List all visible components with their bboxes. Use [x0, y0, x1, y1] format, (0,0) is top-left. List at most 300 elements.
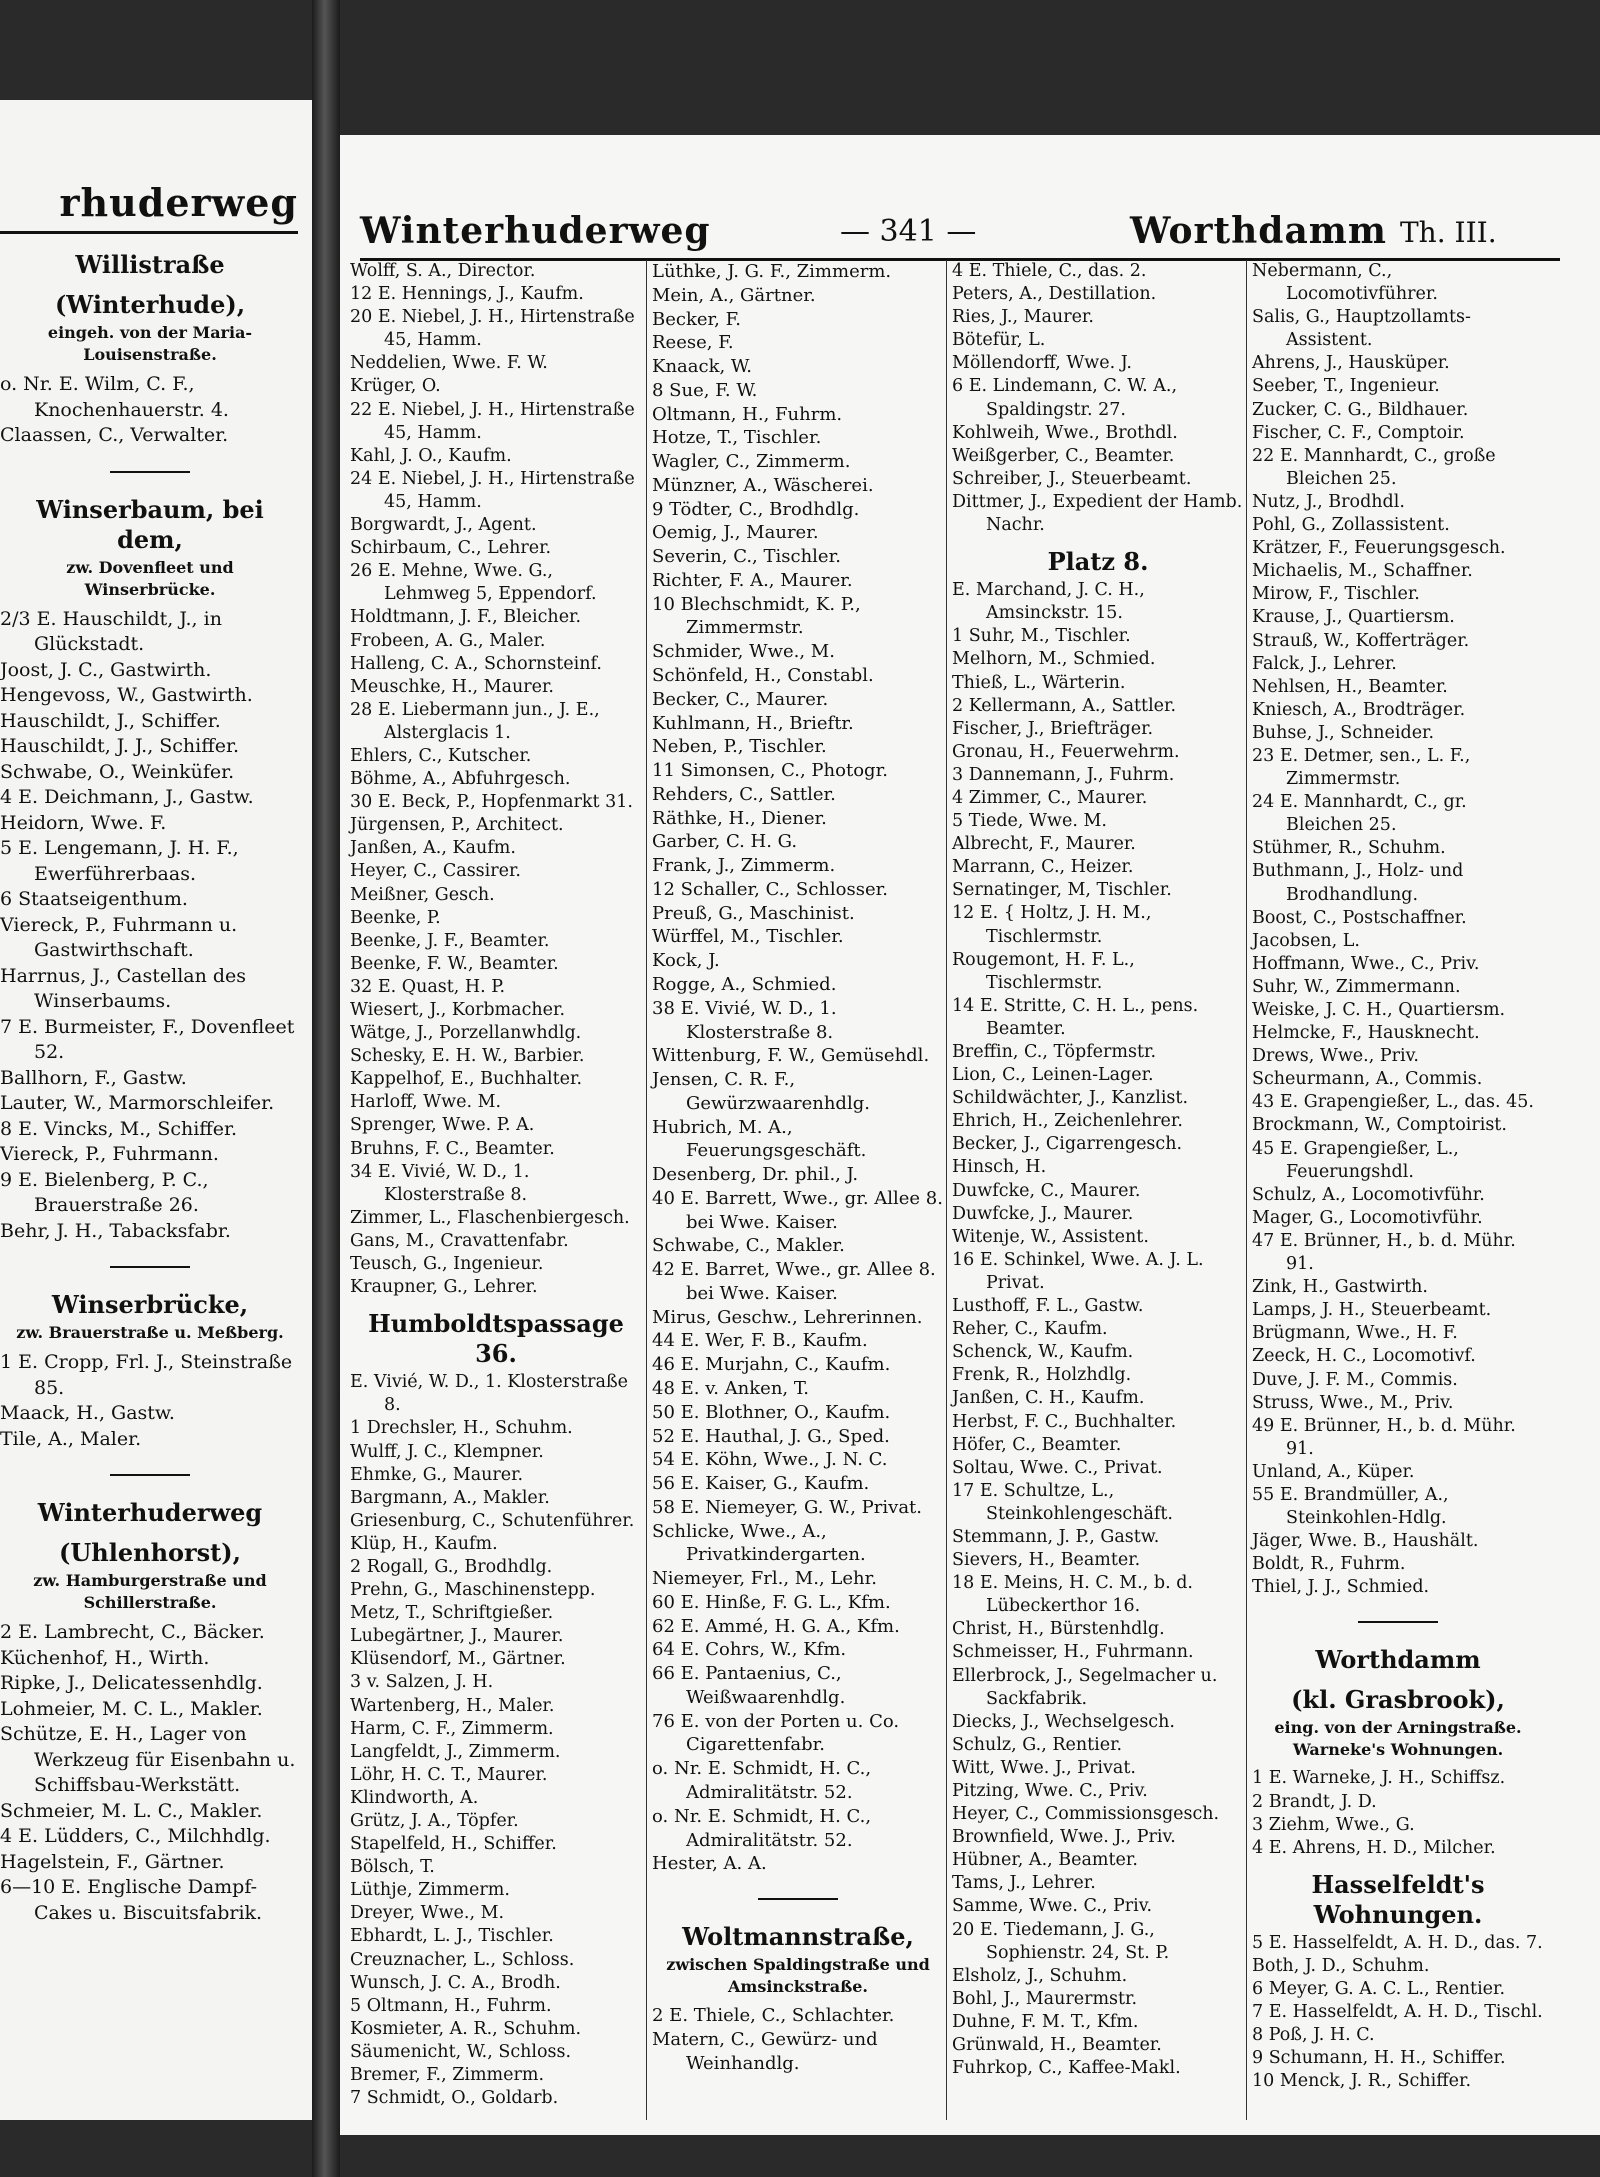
directory-entry: 43 E. Grapengießer, L., das. 45.: [1252, 1092, 1534, 1113]
directory-entry: Fischer, C. F., Comptoir.: [1252, 422, 1465, 443]
directory-entry: Thiel, J. J., Schmied.: [1252, 1577, 1430, 1598]
directory-entry: Struss, Wwe., M., Priv.: [1252, 1392, 1454, 1413]
directory-entry: Diecks, J., Wechselgesch.: [952, 1711, 1175, 1732]
street-heading: Woltmannstraße,: [682, 1922, 914, 1952]
directory-entry: 9 E. Bielenberg, P. C., Brauerstraße 26.: [0, 1168, 209, 1216]
directory-entry: Münzner, A., Wäscherei.: [652, 474, 874, 496]
column-divider: [646, 260, 647, 2120]
directory-entry: Becker, F.: [652, 308, 741, 330]
directory-entry: Fischer, J., Briefträger.: [952, 718, 1154, 739]
directory-entry: 20 E. Niebel, J. H., Hirtenstraße 45, Hamm.: [350, 307, 635, 351]
directory-entry: Ehmke, G., Maurer.: [350, 1464, 524, 1485]
section-rule: [110, 1474, 190, 1476]
directory-entry: 26 E. Mehne, Wwe. G., Lehmweg 5, Eppendorf.: [350, 561, 597, 605]
directory-entry: Küchenhof, H., Wirth.: [0, 1646, 210, 1669]
directory-entry: Fuhrkop, C., Kaffee-Makl.: [952, 2058, 1181, 2079]
directory-entry: 24 E. Niebel, J. H., Hirtenstraße 45, Hamm.: [350, 468, 635, 512]
directory-entry: Säumenicht, W., Schloss.: [350, 2041, 572, 2062]
directory-entry: Mirow, F., Tischler.: [1252, 584, 1420, 605]
directory-entry: Rougemont, H. F. L., Tischlermstr.: [952, 949, 1135, 993]
directory-entry: 62 E. Ammé, H. G. A., Kfm.: [652, 1615, 900, 1637]
directory-entry: Viereck, P., Fuhrmann u. Gastwirthschaft.: [0, 913, 238, 961]
directory-entry: Metz, T., Schriftgießer.: [350, 1603, 554, 1624]
directory-entry: Kohlweih, Wwe., Brothdl.: [952, 422, 1178, 443]
left-page-header: rhuderweg: [0, 180, 298, 234]
directory-entry: E. Marchand, J. C. H., Amsinckstr. 15.: [952, 580, 1145, 624]
directory-entry: Heyer, C., Cassirer.: [350, 861, 521, 882]
directory-entry: Breffin, C., Töpfermstr.: [952, 1042, 1157, 1062]
directory-entry: Kraupner, G., Lehrer.: [350, 1277, 538, 1298]
directory-entry: Buthmann, J., Holz- und Brodhandlung.: [1252, 861, 1464, 905]
directory-entry: Elsholz, J., Schuhm.: [952, 1965, 1128, 1986]
directory-entry: o. Nr. E. Wilm, C. F., Knochenhauerstr. 4.: [0, 373, 229, 421]
directory-entry: Hübner, A., Beamter.: [952, 1850, 1138, 1871]
directory-entry: 12 Schaller, C., Schlosser.: [652, 878, 888, 900]
directory-entry: Witenje, W., Assistent.: [952, 1226, 1149, 1247]
directory-entry: Heyer, C., Commissionsgesch.: [952, 1804, 1220, 1825]
directory-entry: Viereck, P., Fuhrmann.: [0, 1143, 219, 1165]
directory-entry: Neddelien, Wwe. F. W.: [350, 353, 548, 374]
street-heading: Winserbaum, bei dem,: [36, 494, 264, 554]
directory-entry: Kuhlmann, H., Brieftr.: [652, 712, 854, 734]
directory-entry: 42 E. Barret, Wwe., gr. Allee 8. bei Wwe. Kaiser.: [652, 1259, 936, 1304]
directory-entry: Creuznacher, L., Schloss.: [350, 1949, 575, 1970]
directory-entry: Kosmieter, A. R., Schuhm.: [350, 2018, 582, 2039]
directory-entry: 7 E. Burmeister, F., Dovenfleet 52.: [0, 1015, 295, 1063]
directory-entry: Wätge, J., Porzellanwhdlg.: [350, 1023, 582, 1044]
directory-column-3: [952, 260, 1244, 2080]
street-heading: Winserbrücke,: [51, 1290, 249, 1319]
directory-entry: Severin, C., Tischler.: [652, 546, 841, 568]
directory-entry: Niemeyer, Frl., M., Lehr.: [652, 1568, 877, 1590]
directory-entry: Buhse, J., Schneider.: [1252, 722, 1435, 743]
directory-entry: Albrecht, F., Maurer.: [952, 834, 1136, 855]
directory-entry: Klüp, H., Kaufm.: [350, 1533, 498, 1554]
directory-entry: Wolff, S. A., Director.: [350, 261, 536, 281]
directory-entry: 14 E. Stritte, C. H. L., pens. Beamter.: [952, 995, 1199, 1039]
directory-entry: Schlicke, Wwe., A., Privatkindergarten.: [652, 1520, 866, 1566]
directory-entry: Samme, Wwe. C., Priv.: [952, 1896, 1153, 1917]
directory-entry: Oltmann, H., Fuhrm.: [652, 403, 843, 425]
directory-entry: Schmider, Wwe., M.: [652, 641, 835, 663]
directory-entry: Griesenburg, C., Schutenführer.: [350, 1510, 635, 1531]
directory-entry: 1 E. Cropp, Frl. J., Steinstraße 85.: [0, 1351, 293, 1399]
header-street-left: Winterhuderweg: [360, 210, 711, 252]
directory-entry: Peters, A., Destillation.: [952, 284, 1157, 305]
directory-entry: Oemig, J., Maurer.: [652, 522, 819, 544]
directory-entry: Hagelstein, F., Gärtner.: [0, 1850, 225, 1873]
directory-entry: Gronau, H., Feuerwehrm.: [952, 741, 1180, 762]
directory-entry: 5 E. Hasselfeldt, A. H. D., das. 7.: [1252, 1932, 1543, 1953]
directory-entry: Gans, M., Cravattenfabr.: [350, 1230, 569, 1251]
directory-entry: Strauß, W., Kofferträger.: [1252, 630, 1470, 651]
directory-entry: 3 v. Salzen, J. H.: [350, 1672, 494, 1693]
directory-entry: Reher, C., Kaufm.: [952, 1319, 1108, 1340]
directory-entry: 8 E. Vincks, M., Schiffer.: [0, 1117, 238, 1140]
directory-entry: 5 Oltmann, H., Fuhrm.: [350, 1995, 552, 2016]
directory-entry: 4 E. Ahrens, H. D., Milcher.: [1252, 1837, 1496, 1858]
directory-entry: 24 E. Mannhardt, C., gr. Bleichen 25.: [1252, 792, 1467, 836]
directory-entry: Stemmann, J. P., Gastw.: [952, 1526, 1160, 1547]
directory-entry: Schildwächter, J., Kanzlist.: [952, 1088, 1189, 1109]
directory-entry: Wiesert, J., Korbmacher.: [350, 1000, 566, 1020]
directory-entry: 60 E. Hinße, F. G. L., Kfm.: [652, 1591, 891, 1613]
directory-entry: Prehn, G., Maschinenstepp.: [350, 1580, 596, 1601]
directory-entry: 4 E. Lüdders, C., Milchhdlg.: [0, 1825, 271, 1847]
volume-label: Th. III.: [1400, 216, 1497, 249]
directory-entry: Preuß, G., Maschinist.: [652, 902, 855, 924]
directory-entry: 2 Kellermann, A., Sattler.: [952, 695, 1177, 716]
directory-entry: Nebermann, C., Locomotivführer.: [1252, 261, 1438, 305]
directory-entry: Sprenger, Wwe. P. A.: [350, 1115, 535, 1136]
directory-entry: Grütz, J. A., Töpfer.: [350, 1811, 519, 1831]
directory-entry: Höfer, C., Beamter.: [952, 1434, 1122, 1455]
directory-entry: Wunsch, J. C. A., Brodh.: [350, 1972, 561, 1993]
directory-entry: Bölsch, T.: [350, 1857, 435, 1878]
directory-entry: Jürgensen, P., Architect.: [350, 815, 564, 836]
directory-entry: 8 Sue, F. W.: [652, 379, 758, 401]
directory-entry: 2 Rogall, G., Brodhdlg.: [350, 1556, 553, 1577]
directory-entry: 18 E. Meins, H. C. M., b. d. Lübeckerthor 16.: [952, 1573, 1193, 1617]
directory-entry: Zucker, C. G., Bildhauer.: [1252, 399, 1469, 420]
directory-entry: Janßen, C. H., Kaufm.: [952, 1388, 1145, 1409]
directory-entry: 9 Tödter, C., Brodhdlg.: [652, 498, 860, 520]
directory-entry: Lüthke, J. G. F., Zimmerm.: [652, 261, 892, 282]
directory-entry: 1 Drechsler, H., Schuhm.: [350, 1418, 573, 1439]
directory-entry: o. Nr. E. Schmidt, H. C., Admiralitätstr. 52.: [652, 1805, 872, 1851]
directory-entry: Salis, G., Hauptzollamts-Assistent.: [1252, 307, 1471, 351]
directory-entry: 40 E. Barrett, Wwe., gr. Allee 8. bei Wwe. Kaiser.: [652, 1187, 943, 1233]
street-subheading: zw. Hamburgerstraße und Schillerstraße.: [33, 1571, 267, 1612]
directory-entry: Brownfield, Wwe. J., Priv.: [952, 1827, 1176, 1848]
directory-entry: Drews, Wwe., Priv.: [1252, 1046, 1419, 1067]
directory-entry: Ripke, J., Delicatessenhdlg.: [0, 1672, 263, 1694]
directory-entry: Rogge, A., Schmied.: [652, 973, 837, 995]
directory-entry: Jäger, Wwe. B., Haushält.: [1252, 1531, 1479, 1552]
directory-entry: Schwabe, C., Makler.: [652, 1235, 845, 1257]
directory-entry: Wagler, C., Zimmerm.: [652, 451, 851, 473]
directory-entry: Hotze, T., Tischler.: [652, 427, 822, 449]
directory-entry: Boldt, R., Fuhrm.: [1252, 1554, 1406, 1575]
column-divider: [946, 260, 947, 2120]
directory-entry: 22 E. Niebel, J. H., Hirtenstraße 45, Hamm.: [350, 399, 635, 443]
directory-entry: Mager, G., Locomotivführ.: [1252, 1207, 1483, 1228]
directory-entry: Teusch, G., Ingenieur.: [350, 1254, 544, 1275]
book-gutter: [312, 0, 340, 2177]
directory-entry: Schenck, W., Kaufm.: [952, 1342, 1134, 1363]
street-heading: Worthdamm: [1315, 1645, 1481, 1675]
directory-entry: Marrann, C., Heizer.: [952, 857, 1134, 878]
directory-entry: Bötefür, L.: [952, 330, 1046, 351]
street-heading: Hasselfeldt's Wohnungen.: [1311, 1869, 1485, 1929]
directory-entry: 6 Staatseigenthum.: [0, 888, 188, 910]
street-heading: (Uhlenhorst),: [59, 1538, 241, 1567]
directory-entry: 10 Blechschmidt, K. P., Zimmermstr.: [652, 593, 861, 639]
directory-entry: Maack, H., Gastw.: [0, 1402, 175, 1424]
directory-entry: 46 E. Murjahn, C., Kaufm.: [652, 1354, 891, 1376]
directory-entry: Klindworth, A.: [350, 1787, 479, 1808]
directory-entry: 10 Menck, J. R., Schiffer.: [1252, 2071, 1472, 2092]
directory-entry: Grünwald, H., Beamter.: [952, 2035, 1162, 2056]
directory-entry: 2 Brandt, J. D.: [1252, 1791, 1377, 1812]
directory-entry: 7 Schmidt, O., Goldarb.: [350, 2088, 559, 2109]
directory-entry: Zeeck, H. C., Locomotivf.: [1252, 1346, 1476, 1367]
directory-entry: Stapelfeld, H., Schiffer.: [350, 1834, 557, 1855]
directory-entry: Borgwardt, J., Agent.: [350, 515, 537, 536]
directory-entry: Zink, H., Gastwirth.: [1252, 1277, 1428, 1298]
directory-entry: 32 E. Quast, H. P.: [350, 976, 506, 997]
directory-entry: 6 Meyer, G. A. C. L., Rentier.: [1252, 1979, 1506, 1999]
directory-entry: Janßen, A., Kaufm.: [350, 838, 516, 859]
directory-entry: Kniesch, A., Brodträger.: [1252, 699, 1466, 720]
directory-entry: 11 Simonsen, C., Photogr.: [652, 760, 888, 782]
directory-entry: 12 E. Hennings, J., Kaufm.: [350, 284, 584, 305]
directory-entry: Brockmann, W., Comptoirist.: [1252, 1115, 1507, 1136]
directory-entry: Ries, J., Maurer.: [952, 307, 1094, 328]
directory-entry: Kock, J.: [652, 950, 720, 972]
directory-entry: 4 E. Deichmann, J., Gastw.: [0, 786, 254, 808]
directory-entry: Lohmeier, M. C. L., Makler.: [0, 1697, 263, 1720]
header-street-right: Worthdamm: [1130, 210, 1387, 252]
directory-entry: Böhme, A., Abfuhrgesch.: [350, 769, 571, 790]
directory-entry: Mein, A., Gärtner.: [652, 284, 816, 306]
street-heading: Platz 8.: [1047, 547, 1149, 577]
directory-entry: 17 E. Schultze, L., Steinkohlengeschäft.: [952, 1480, 1173, 1524]
directory-entry: Hauschildt, J., Schiffer.: [0, 709, 221, 732]
directory-entry: Bohl, J., Maurermstr.: [952, 1988, 1138, 2009]
directory-entry: Desenberg, Dr. phil., J.: [652, 1164, 859, 1186]
directory-entry: 76 E. von der Porten u. Co. Cigarettenfabr.: [652, 1710, 900, 1756]
directory-entry: Räthke, H., Diener.: [652, 807, 827, 829]
directory-entry: Dittmer, J., Expedient der Hamb. Nachr.: [952, 491, 1243, 536]
directory-entry: Richter, F. A., Maurer.: [652, 569, 853, 591]
directory-entry: 3 Dannemann, J., Fuhrm.: [952, 764, 1175, 785]
directory-entry: Duve, J. F. M., Commis.: [1252, 1369, 1458, 1390]
directory-entry: Holdtmann, J. F., Bleicher.: [350, 607, 582, 628]
directory-entry: Claassen, C., Verwalter.: [0, 424, 229, 446]
directory-entry: Lubegärtner, J., Maurer.: [350, 1626, 564, 1647]
directory-entry: Jensen, C. R. F., Gewürzwaarenhdlg.: [652, 1069, 870, 1114]
directory-entry: Behr, J. H., Tabacksfabr.: [0, 1219, 231, 1242]
directory-entry: Heidorn, Wwe. F.: [0, 811, 167, 834]
directory-entry: 50 E. Blothner, O., Kaufm.: [652, 1401, 891, 1423]
directory-entry: Neben, P., Tischler.: [652, 736, 827, 758]
directory-column-1: [350, 260, 642, 2110]
directory-entry: Knaack, W.: [652, 356, 753, 378]
directory-entry: Matern, C., Gewürz- und Weinhandlg.: [652, 2028, 878, 2074]
directory-entry: Ehrich, H., Zeichenlehrer.: [952, 1111, 1183, 1132]
right-page: [340, 135, 1600, 2135]
directory-entry: 7 E. Hasselfeldt, A. H. D., Tischl.: [1252, 2002, 1543, 2023]
directory-entry: Stühmer, R., Schuhm.: [1252, 838, 1446, 859]
directory-entry: Nehlsen, H., Beamter.: [1252, 676, 1448, 697]
directory-entry: 20 E. Tiedemann, J. G., Sophienstr. 24, St. P.: [952, 1919, 1170, 1963]
directory-entry: Lion, C., Leinen-Lager.: [952, 1065, 1154, 1086]
directory-entry: Duwfcke, J., Maurer.: [952, 1203, 1134, 1224]
directory-entry: 52 E. Hauthal, J. G., Sped.: [652, 1425, 890, 1447]
directory-entry: Harm, C. F., Zimmerm.: [350, 1718, 554, 1739]
directory-entry: Wittenburg, F. W., Gemüsehdl.: [652, 1045, 930, 1067]
directory-entry: Harloff, Wwe. M.: [350, 1092, 502, 1113]
directory-entry: Duwfcke, C., Maurer.: [952, 1180, 1141, 1201]
directory-entry: Kahl, J. O., Kaufm.: [350, 445, 512, 466]
directory-entry: Langfeldt, J., Zimmerm.: [350, 1741, 561, 1762]
directory-entry: Pohl, G., Zollassistent.: [1252, 515, 1450, 536]
directory-entry: Duhne, F. M. T., Kfm.: [952, 2011, 1139, 2032]
directory-entry: 34 E. Vivié, W. D., 1. Klosterstraße 8.: [350, 1161, 530, 1205]
directory-entry: Löhr, H. C. T., Maurer.: [350, 1764, 548, 1785]
directory-entry: Garber, C. H. G.: [652, 831, 798, 853]
street-heading: (kl. Grasbrook),: [1291, 1685, 1505, 1715]
section-rule: [758, 1898, 838, 1900]
directory-entry: Tile, A., Maler.: [0, 1427, 142, 1450]
street-subheading: zw. Brauerstraße u. Meßberg.: [16, 1323, 284, 1342]
directory-entry: Weiske, J. C. H., Quartiersm.: [1252, 1000, 1506, 1020]
directory-entry: 2 E. Thiele, C., Schlachter.: [652, 2005, 895, 2027]
directory-entry: Krause, J., Quartiersm.: [1252, 607, 1455, 628]
directory-entry: Krüger, O.: [350, 376, 441, 397]
directory-entry: 30 E. Beck, P., Hopfenmarkt 31.: [350, 792, 633, 813]
directory-column-4: [1252, 260, 1544, 2093]
directory-entry: Hinsch, H.: [952, 1157, 1047, 1178]
directory-entry: Pitzing, Wwe. C., Priv.: [952, 1781, 1148, 1801]
directory-entry: Rehders, C., Sattler.: [652, 783, 836, 805]
directory-entry: Hengevoss, W., Gastwirth.: [0, 684, 253, 706]
directory-entry: Nutz, J., Brodhdl.: [1252, 491, 1405, 512]
directory-entry: Suhr, W., Zimmermann.: [1252, 976, 1461, 997]
directory-entry: Brügmann, Wwe., H. F.: [1252, 1323, 1458, 1344]
directory-entry: Scheurmann, A., Commis.: [1252, 1069, 1483, 1090]
directory-entry: Schirbaum, C., Lehrer.: [350, 538, 552, 559]
directory-entry: 5 Tiede, Wwe. M.: [952, 811, 1107, 832]
directory-entry: 45 E. Grapengießer, L., Feuerungshdl.: [1252, 1138, 1459, 1182]
directory-entry: Klüsendorf, M., Gärtner.: [350, 1649, 566, 1670]
left-page-column: [0, 240, 300, 1926]
directory-entry: 2 E. Lambrecht, C., Bäcker.: [0, 1621, 265, 1643]
directory-entry: Bargmann, A., Makler.: [350, 1487, 550, 1508]
directory-entry: Michaelis, M., Schaffner.: [1252, 561, 1473, 582]
directory-entry: Schütze, E. H., Lager von Werkzeug für Eisenbahn u. Schiffsbau-Werkstätt.: [0, 1723, 296, 1796]
street-heading: Winterhuderweg: [37, 1498, 263, 1527]
directory-entry: Christ, H., Bürstenhdlg.: [952, 1619, 1165, 1640]
directory-column-2: [652, 260, 944, 2075]
directory-entry: Schmeier, M. L. C., Makler.: [0, 1799, 263, 1822]
directory-entry: 8 Poß, J. H. C.: [1252, 2025, 1375, 2046]
directory-entry: Harrnus, J., Castellan des Winserbaums.: [0, 964, 247, 1012]
directory-entry: 64 E. Cohrs, W., Kfm.: [652, 1639, 847, 1661]
directory-entry: Joost, J. C., Gastwirth.: [0, 658, 212, 681]
directory-entry: Bruhns, F. C., Beamter.: [350, 1138, 555, 1159]
directory-entry: Halleng, C. A., Schornsteinf.: [350, 653, 602, 674]
directory-entry: Schreiber, J., Steuerbeamt.: [952, 468, 1192, 489]
directory-entry: Lüthje, Zimmerm.: [350, 1880, 510, 1901]
directory-entry: 66 E. Pantaenius, C., Weißwaarenhdlg.: [652, 1663, 846, 1708]
directory-entry: Falck, J., Lehrer.: [1252, 653, 1397, 674]
section-rule: [110, 471, 190, 473]
directory-entry: Schönfeld, H., Constabl.: [652, 665, 874, 687]
directory-entry: Herbst, F. C., Buchhalter.: [952, 1411, 1177, 1432]
directory-entry: 48 E. v. Anken, T.: [652, 1377, 809, 1399]
directory-entry: 23 E. Detmer, sen., L. F., Zimmermstr.: [1252, 745, 1471, 790]
page-number: — 341 —: [840, 214, 977, 249]
section-rule: [110, 1266, 190, 1268]
directory-entry: 3 Ziehm, Wwe., G.: [1252, 1814, 1415, 1835]
directory-entry: Lusthoff, F. L., Gastw.: [952, 1296, 1144, 1317]
directory-entry: Hauschildt, J. J., Schiffer.: [0, 735, 240, 757]
directory-entry: Sernatinger, M, Tischler.: [952, 880, 1172, 901]
directory-entry: 55 E. Brandmüller, A., Steinkohlen-Hdlg.: [1252, 1484, 1449, 1529]
directory-entry: Tams, J., Lehrer.: [952, 1873, 1096, 1894]
directory-entry: Beenke, P.: [350, 907, 441, 928]
street-subheading: zwischen Spaldingstraße und Amsinckstraße.: [666, 1955, 930, 1997]
directory-entry: Witt, Wwe. J., Privat.: [952, 1757, 1136, 1778]
directory-entry: Wulff, J. C., Klempner.: [350, 1441, 544, 1462]
directory-entry: 47 E. Brünner, H., b. d. Mühr. 91.: [1252, 1230, 1516, 1275]
directory-entry: Krätzer, F., Feuerungsgesch.: [1252, 538, 1506, 559]
directory-entry: 6 E. Lindemann, C. W. A., Spaldingstr. 27.: [952, 376, 1178, 420]
directory-entry: Helmcke, F., Hausknecht.: [1252, 1023, 1480, 1044]
directory-entry: Becker, C., Maurer.: [652, 688, 829, 710]
directory-entry: 58 E. Niemeyer, G. W., Privat.: [652, 1496, 923, 1518]
directory-entry: 1 E. Warneke, J. H., Schiffsz.: [1252, 1768, 1506, 1789]
street-heading: Humboldtspassage 36.: [368, 1309, 624, 1369]
directory-entry: 2/3 E. Hauschildt, J., in Glückstadt.: [0, 607, 222, 655]
directory-entry: Reese, F.: [652, 332, 734, 354]
directory-entry: Ellerbrock, J., Segelmacher u. Sackfabrik.: [952, 1665, 1218, 1709]
directory-entry: Zimmer, L., Flaschenbiergesch.: [350, 1207, 630, 1228]
directory-entry: Ehlers, C., Kutscher.: [350, 745, 532, 766]
directory-entry: 22 E. Mannhardt, C., große Bleichen 25.: [1252, 445, 1496, 489]
directory-entry: 12 E. { Holtz, J. H. M., Tischlermstr.: [952, 903, 1152, 947]
directory-entry: 6—10 E. Englische Dampf-Cakes u. Biscuitsfabrik.: [0, 1876, 263, 1924]
directory-entry: Frenk, R., Holzhdlg.: [952, 1365, 1132, 1386]
directory-entry: 49 E. Brünner, H., b. d. Mühr. 91.: [1252, 1415, 1516, 1459]
directory-entry: Wartenberg, H., Maler.: [350, 1695, 555, 1716]
directory-entry: Schulz, G., Rentier.: [952, 1734, 1123, 1755]
directory-entry: Würffel, M., Tischler.: [652, 926, 844, 948]
directory-entry: Hester, A. A.: [652, 1853, 767, 1875]
directory-entry: Schulz, A., Locomotivführ.: [1252, 1184, 1485, 1205]
directory-entry: Frank, J., Zimmerm.: [652, 855, 836, 877]
directory-entry: Lauter, W., Marmorschleifer.: [0, 1092, 275, 1114]
section-rule: [1358, 1621, 1438, 1623]
left-page: [0, 100, 312, 2120]
directory-entry: Boost, C., Postschaffner.: [1252, 907, 1467, 928]
directory-entry: Mirus, Geschw., Lehrerinnen.: [652, 1306, 923, 1328]
directory-entry: Dreyer, Wwe., M.: [350, 1903, 505, 1924]
directory-entry: Becker, J., Cigarrengesch.: [952, 1134, 1183, 1155]
street-heading: (Winterhude),: [54, 290, 246, 319]
directory-entry: Hubrich, M. A., Feuerungsgeschäft.: [652, 1116, 867, 1162]
directory-entry: Schesky, E. H. W., Barbier.: [350, 1046, 585, 1067]
directory-entry: 56 E. Kaiser, G., Kaufm.: [652, 1473, 870, 1495]
directory-entry: E. Vivié, W. D., 1. Klosterstraße 8.: [350, 1372, 629, 1416]
directory-entry: Soltau, Wwe. C., Privat.: [952, 1457, 1163, 1478]
directory-entry: 4 Zimmer, C., Maurer.: [952, 787, 1148, 808]
street-subheading: eingeh. von der Maria-Louisenstraße.: [47, 323, 253, 364]
directory-entry: 4 E. Thiele, C., das. 2.: [952, 261, 1147, 281]
directory-entry: Seeber, T., Ingenieur.: [1252, 376, 1440, 397]
directory-entry: Sievers, H., Beamter.: [952, 1550, 1141, 1571]
column-divider: [1246, 260, 1247, 2120]
directory-entry: 16 E. Schinkel, Wwe. A. J. L. Privat.: [952, 1249, 1204, 1293]
directory-entry: Meuschke, H., Maurer.: [350, 676, 554, 697]
directory-entry: 44 E. Wer, F. B., Kaufm.: [652, 1330, 868, 1352]
directory-entry: Both, J. D., Schuhm.: [1252, 1955, 1430, 1976]
street-subheading: zw. Dovenfleet und Winserbrücke.: [66, 557, 234, 599]
directory-entry: 9 Schumann, H. H., Schiffer.: [1252, 2048, 1506, 2069]
directory-entry: Schwabe, O., Weinküfer.: [0, 760, 235, 783]
